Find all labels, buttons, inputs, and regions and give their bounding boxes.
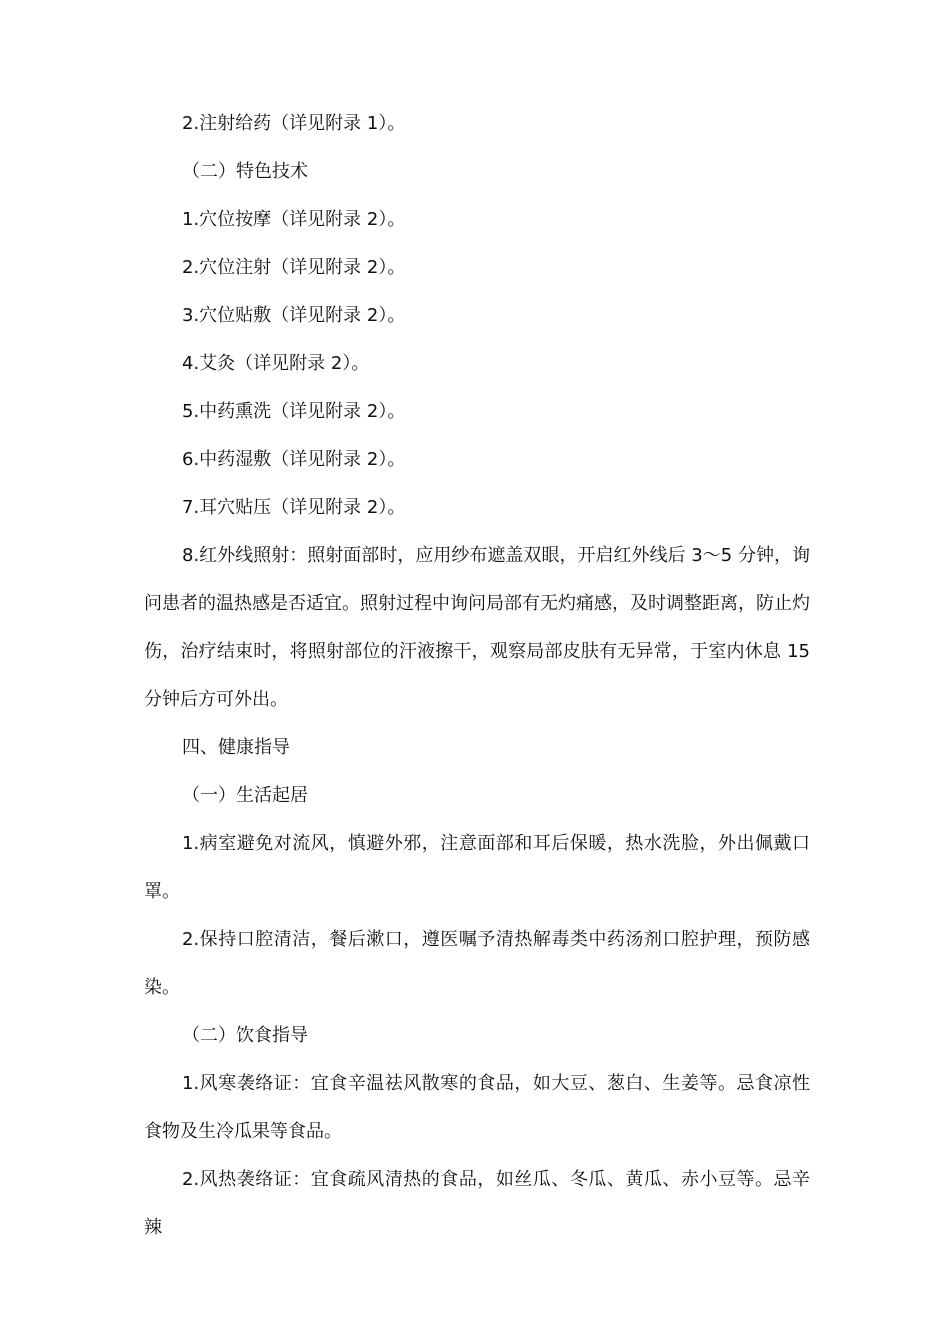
paragraph-avoid-draft: 1.病室避免对流风，慎避外邪，注意面部和耳后保暖，热水洗脸，外出佩戴口罩。 (144, 833, 810, 902)
paragraph-acupoint-massage: 1.穴位按摩（详见附录 2）。 (182, 209, 406, 230)
section-heading-special-techniques: （二）特色技术 (182, 161, 308, 182)
paragraph-acupoint-injection: 2.穴位注射（详见附录 2）。 (182, 257, 406, 278)
paragraph-moxibustion: 4.艾灸（详见附录 2）。 (182, 353, 370, 374)
paragraph-wind-heat-diet: 2.风热袭络证：宜食疏风清热的食品，如丝瓜、冬瓜、黄瓜、赤小豆等。忌辛辣 (144, 1169, 810, 1238)
paragraph-infrared-irradiation: 8.红外线照射：照射面部时，应用纱布遮盖双眼，开启红外线后 3～5 分钟，询问患者的温热感是否适宜。照射过程中询问局部有无灼痛感，及时调整距离，防止灼伤，治疗结束时，将照射部位的汗液擦干，观察局部皮肤有无异常，于室内休息 15 分钟后方可外出。 (144, 545, 810, 710)
paragraph-wet-compress: 6.中药湿敷（详见附录 2）。 (182, 449, 406, 470)
subsection-heading-diet-guidance: （二）饮食指导 (182, 1025, 308, 1046)
paragraph-oral-care: 2.保持口腔清洁，餐后漱口，遵医嘱予清热解毒类中药汤剂口腔护理，预防感染。 (144, 929, 810, 998)
paragraph-wind-cold-diet: 1.风寒袭络证：宜食辛温祛风散寒的食品，如大豆、葱白、生姜等。忌食凉性食物及生冷瓜果等食品。 (144, 1073, 810, 1142)
document-body (144, 100, 810, 1252)
subsection-heading-daily-life: （一）生活起居 (182, 785, 308, 806)
paragraph-acupoint-application: 3.穴位贴敷（详见附录 2）。 (182, 305, 406, 326)
paragraph-ear-pressing: 7.耳穴贴压（详见附录 2）。 (182, 497, 406, 518)
paragraph-injection: 2.注射给药（详见附录 1）。 (182, 113, 406, 134)
paragraph-herbal-fumigation: 5.中药熏洗（详见附录 2）。 (182, 401, 406, 422)
section-heading-health-guidance: 四、健康指导 (182, 737, 290, 758)
